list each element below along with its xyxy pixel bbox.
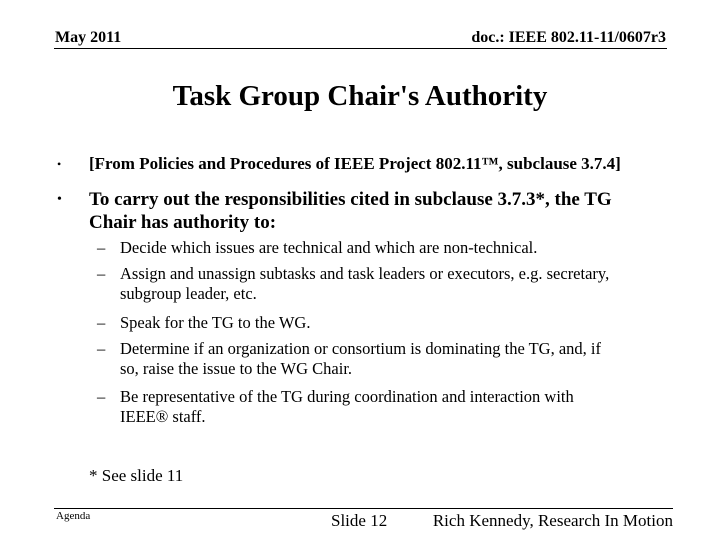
bullet-text-source: [From Policies and Procedures of IEEE Project 802.11™, subclause 3.7.4] bbox=[89, 154, 621, 173]
bullet-text-line: To carry out the responsibilities cited in subclause 3.7.3*, the TG bbox=[89, 189, 612, 210]
sub-bullet-marker: – bbox=[97, 387, 106, 406]
sub-bullet-line: Determine if an organization or consortium is dominating the TG, and, if bbox=[120, 339, 601, 358]
footer-author: Rich Kennedy, Research In Motion bbox=[432, 511, 673, 530]
sub-bullet-marker: – bbox=[97, 313, 106, 332]
header-date: May 2011 bbox=[55, 29, 122, 46]
sub-bullet-marker: – bbox=[97, 238, 106, 257]
sub-bullet-line: Speak for the TG to the WG. bbox=[120, 313, 311, 332]
footer-agenda-label: Agenda bbox=[56, 510, 91, 522]
sub-bullet-line: Be representative of the TG during coordination and interaction with bbox=[120, 387, 574, 406]
bullet-text-authority bbox=[89, 188, 679, 234]
sub-bullet-line: so, raise the issue to the WG Chair. bbox=[120, 359, 353, 378]
sub-bullet-marker: – bbox=[97, 264, 106, 283]
footer-slide-number: Slide 12 bbox=[331, 511, 388, 530]
slide-title: Task Group Chair's Authority bbox=[172, 80, 548, 112]
sub-bullet-determine-dominance bbox=[97, 339, 677, 379]
sub-bullet-line: Decide which issues are technical and which are non-technical. bbox=[120, 238, 538, 257]
sub-bullet-decide-issues bbox=[97, 238, 677, 258]
bullet-marker-2: • bbox=[57, 192, 62, 207]
sub-bullet-line: IEEE® staff. bbox=[120, 407, 206, 426]
bullet-text-line: Chair has authority to: bbox=[89, 212, 277, 233]
sub-bullet-assign-subtasks bbox=[97, 264, 677, 304]
header-divider bbox=[54, 48, 667, 49]
sub-bullet-marker: – bbox=[97, 339, 106, 358]
bullet-marker-1: • bbox=[57, 157, 62, 171]
sub-bullet-speak-for-tg bbox=[97, 313, 677, 333]
sub-bullet-line: Assign and unassign subtasks and task leaders or executors, e.g. secretary, bbox=[120, 264, 610, 283]
footer-divider bbox=[54, 508, 673, 509]
header-doc-id: doc.: IEEE 802.11-11/0607r3 bbox=[471, 29, 666, 46]
footnote: * See slide 11 bbox=[89, 466, 184, 485]
sub-bullet-line: subgroup leader, etc. bbox=[120, 284, 257, 303]
sub-bullet-be-representative bbox=[97, 387, 677, 427]
